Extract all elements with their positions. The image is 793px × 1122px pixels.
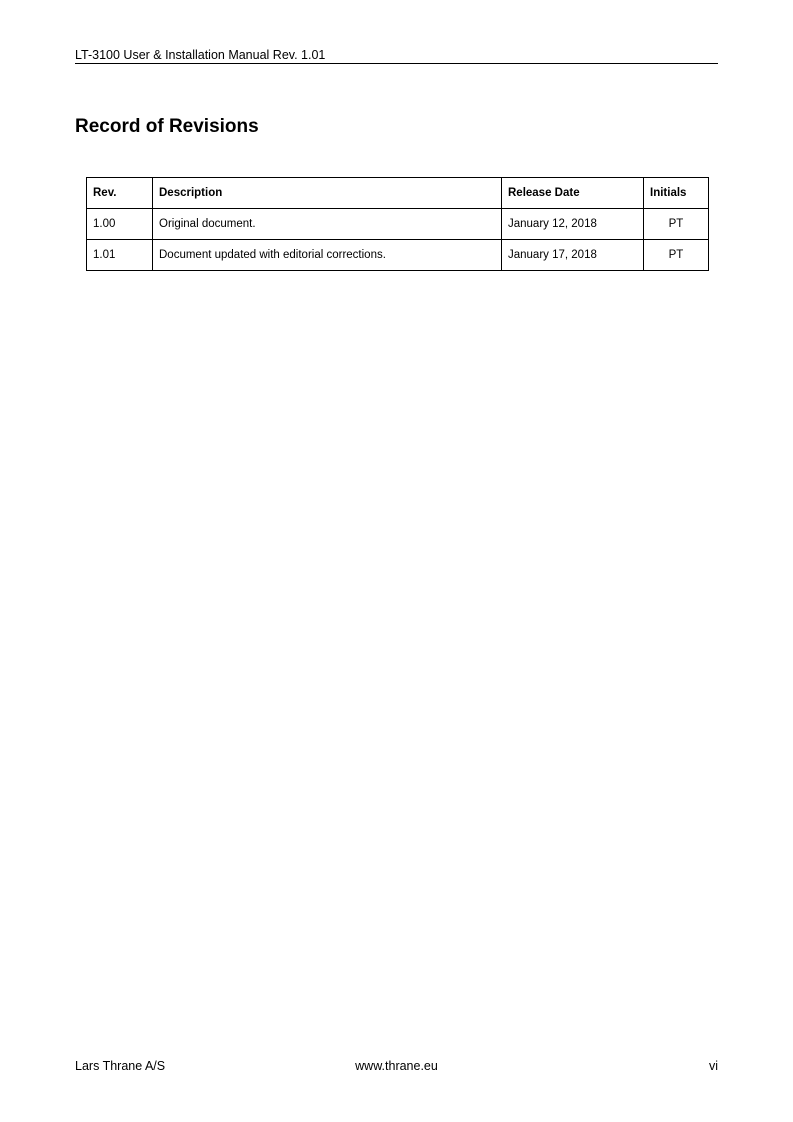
table-row [87, 209, 709, 240]
column-header-initials: Initials [644, 178, 709, 209]
table-row [87, 240, 709, 271]
column-header-description: Description [153, 178, 502, 209]
cell-rev: 1.01 [87, 240, 153, 271]
cell-initials: PT [644, 240, 709, 271]
column-header-release-date: Release Date [502, 178, 644, 209]
column-header-rev: Rev. [87, 178, 153, 209]
cell-initials: PT [644, 209, 709, 240]
table-header-row [87, 178, 709, 209]
header-text: LT-3100 User & Installation Manual Rev. 1.01 [75, 48, 326, 62]
cell-description: Original document. [153, 209, 502, 240]
revisions-table [86, 177, 709, 271]
running-header [75, 48, 718, 64]
footer-company: Lars Thrane A/S [75, 1059, 166, 1073]
footer-website: www.thrane.eu [355, 1059, 438, 1073]
running-footer [75, 1058, 718, 1074]
cell-description: Document updated with editorial corrections. [153, 240, 502, 271]
page-title: Record of Revisions [75, 116, 259, 137]
cell-release-date: January 17, 2018 [502, 240, 644, 271]
footer-page-number: vi [708, 1059, 718, 1073]
cell-release-date: January 12, 2018 [502, 209, 644, 240]
cell-rev: 1.00 [87, 209, 153, 240]
